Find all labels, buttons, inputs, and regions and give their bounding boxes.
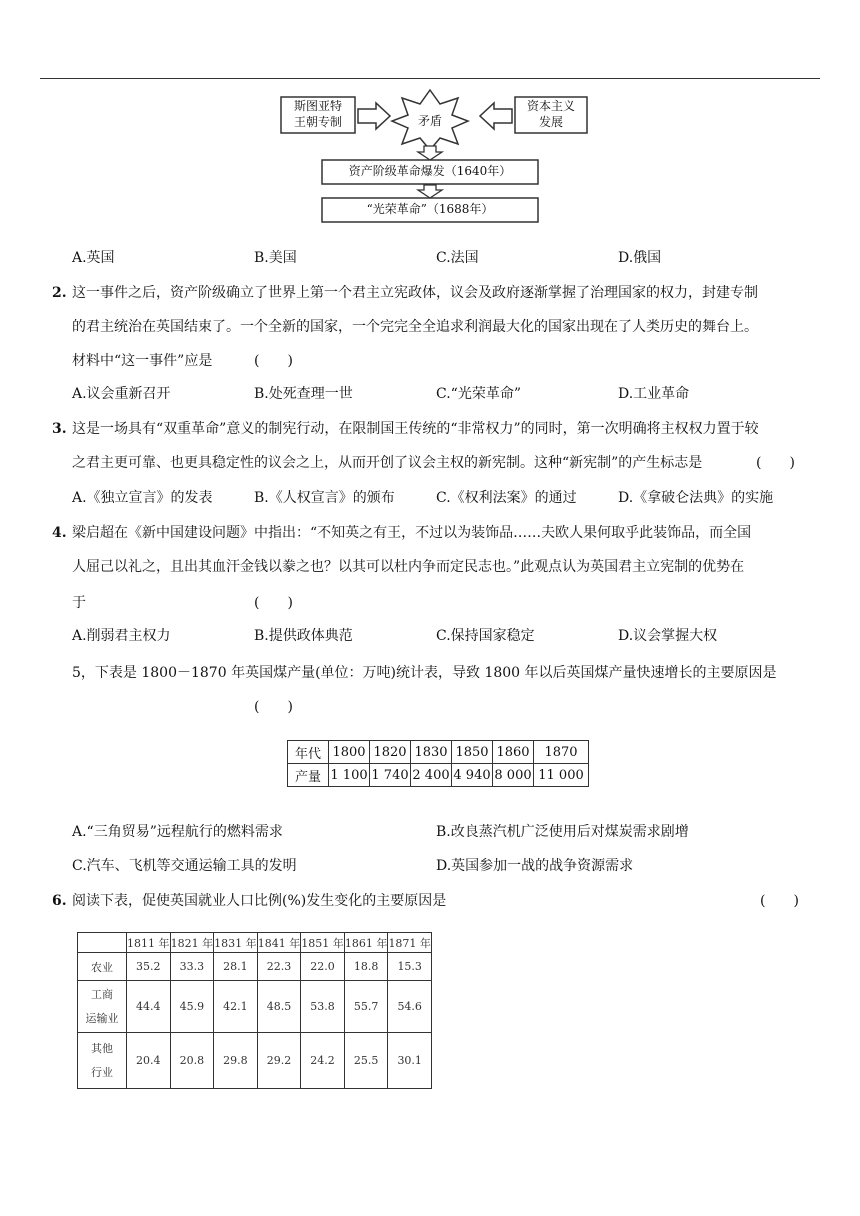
center-label: 矛盾	[417, 114, 442, 128]
left-box-label: 斯图亚特 王朝专制	[293, 99, 342, 129]
step1-label: 资产阶级革命爆发（1640年）	[348, 164, 512, 178]
q3-option-c[interactable]: C.《权利法案》的通过	[436, 490, 577, 506]
table-row	[288, 764, 589, 787]
table-cell: 产量	[288, 764, 329, 787]
table-cell: 55.7	[344, 981, 388, 1033]
table-cell: 1830	[411, 741, 452, 764]
table-cell: 48.5	[257, 981, 301, 1033]
table-cell: 工商 运输业	[78, 981, 127, 1033]
q4-option-a[interactable]: A.削弱君主权力	[72, 628, 171, 644]
q5-option-d[interactable]: D.英国参加一战的战争资源需求	[436, 858, 634, 874]
table-cell: 29.8	[214, 1033, 258, 1089]
table-cell: 33.3	[170, 953, 214, 981]
table-cell: 1851 年	[301, 933, 345, 953]
table-cell: 42.1	[214, 981, 258, 1033]
q2-option-a[interactable]: A.议会重新召开	[72, 386, 171, 402]
table-cell: 1831 年	[214, 933, 258, 953]
table-cell	[78, 933, 127, 953]
q3-line2: 之君主更可靠、也更具稳定性的议会之上，从而开创了议会主权的新宪制。这种“新宪制”的产生标志是 ( )	[72, 452, 830, 474]
table-row	[78, 981, 432, 1033]
table-cell: 20.4	[127, 1033, 171, 1089]
table-cell: 1811 年	[127, 933, 171, 953]
coal-output-table	[287, 740, 589, 787]
table-cell: 1 100	[329, 764, 370, 787]
table-cell: 1870	[534, 741, 589, 764]
q3-number: 3.	[52, 421, 67, 437]
q4-number: 4.	[52, 525, 67, 541]
table-row	[78, 953, 432, 981]
header-rule	[40, 78, 820, 79]
table-cell: 54.6	[388, 981, 432, 1033]
right-box-label: 资本主义 发展	[526, 99, 575, 129]
table-cell: 1841 年	[257, 933, 301, 953]
q3-answer-bracket[interactable]: ( )	[756, 455, 795, 471]
table-cell: 1871 年	[388, 933, 432, 953]
table-cell: 1800	[329, 741, 370, 764]
table-cell: 4 940	[452, 764, 493, 787]
q3-option-d[interactable]: D.《拿破仑法典》的实施	[618, 490, 774, 506]
q5-option-b[interactable]: B.改良蒸汽机广泛使用后对煤炭需求剧增	[436, 824, 689, 840]
q2-option-c[interactable]: C.“光荣革命”	[436, 386, 521, 402]
q4-line2: 人屈己以礼之，且出其血汗金钱以豢之也？以其可以杜内争而定民志也。”此观点认为英国君主立宪制的优势在	[72, 559, 745, 575]
table-cell: 1861 年	[344, 933, 388, 953]
table-cell: 53.8	[301, 981, 345, 1033]
q2-number: 2.	[52, 285, 67, 301]
table-cell: 农业	[78, 953, 127, 981]
table-cell: 其他 行业	[78, 1033, 127, 1089]
table-row	[78, 933, 432, 953]
table-cell: 8 000	[493, 764, 534, 787]
q3-option-b[interactable]: B.《人权宣言》的颁布	[254, 490, 395, 506]
table-cell: 28.1	[214, 953, 258, 981]
q2-option-b[interactable]: B.处死查理一世	[254, 386, 353, 402]
q4-option-d[interactable]: D.议会掌握大权	[618, 628, 718, 644]
table-cell: 20.8	[170, 1033, 214, 1089]
q2-line2: 的君主统治在英国结束了。一个全新的国家，一个完完全全追求利润最大化的国家出现在了人类历史的舞台上。	[72, 319, 758, 335]
table-cell: 25.5	[344, 1033, 388, 1089]
table-cell: 1850	[452, 741, 493, 764]
q1-option-b[interactable]: B.美国	[254, 250, 297, 266]
table-cell: 1 740	[370, 764, 411, 787]
table-cell: 24.2	[301, 1033, 345, 1089]
table-cell: 44.4	[127, 981, 171, 1033]
table-cell: 22.0	[301, 953, 345, 981]
q4-option-c[interactable]: C.保持国家稳定	[436, 628, 535, 644]
table-cell: 1821 年	[170, 933, 214, 953]
q3-option-a[interactable]: A.《独立宣言》的发表	[72, 490, 213, 506]
q5-option-a[interactable]: A.“三角贸易”远程航行的燃料需求	[72, 824, 283, 840]
table-cell: 年代	[288, 741, 329, 764]
table-cell: 1860	[493, 741, 534, 764]
table-cell: 22.3	[257, 953, 301, 981]
q1-option-d[interactable]: D.俄国	[618, 250, 662, 266]
table-cell: 30.1	[388, 1033, 432, 1089]
table-cell: 35.2	[127, 953, 171, 981]
q4-answer-bracket[interactable]: ( )	[254, 595, 293, 611]
table-cell: 18.8	[344, 953, 388, 981]
table-cell: 11 000	[534, 764, 589, 787]
q1-option-a[interactable]: A.英国	[72, 250, 115, 266]
q2-answer-bracket[interactable]: ( )	[254, 353, 293, 369]
table-row	[78, 1033, 432, 1089]
step2-label: “光荣革命”（1688年）	[366, 202, 494, 216]
table-cell: 2 400	[411, 764, 452, 787]
employment-ratio-table	[77, 932, 432, 1089]
q5-option-c[interactable]: C.汽车、飞机等交通运输工具的发明	[72, 858, 297, 874]
table-cell: 45.9	[170, 981, 214, 1033]
q4-line3: 于 ( )	[72, 592, 830, 614]
q2-line3: 材料中“这一事件”应是 ( )	[72, 350, 830, 372]
q5-line1: 5，下表是 1800－1870 年英国煤产量(单位：万吨)统计表，导致 1800 年以后英国煤产量快速增长的主要原因是	[72, 665, 777, 681]
q1-option-c[interactable]: C.法国	[436, 250, 479, 266]
q6-answer-bracket[interactable]: ( )	[760, 893, 799, 909]
table-row	[288, 741, 589, 764]
table-cell: 1820	[370, 741, 411, 764]
q2-option-d[interactable]: D.工业革命	[618, 386, 690, 402]
q6-number: 6.	[52, 893, 67, 909]
q5-answer-bracket[interactable]: ( )	[254, 699, 293, 715]
table-cell: 15.3	[388, 953, 432, 981]
table-cell: 29.2	[257, 1033, 301, 1089]
q4-option-b[interactable]: B.提供政体典范	[254, 628, 353, 644]
